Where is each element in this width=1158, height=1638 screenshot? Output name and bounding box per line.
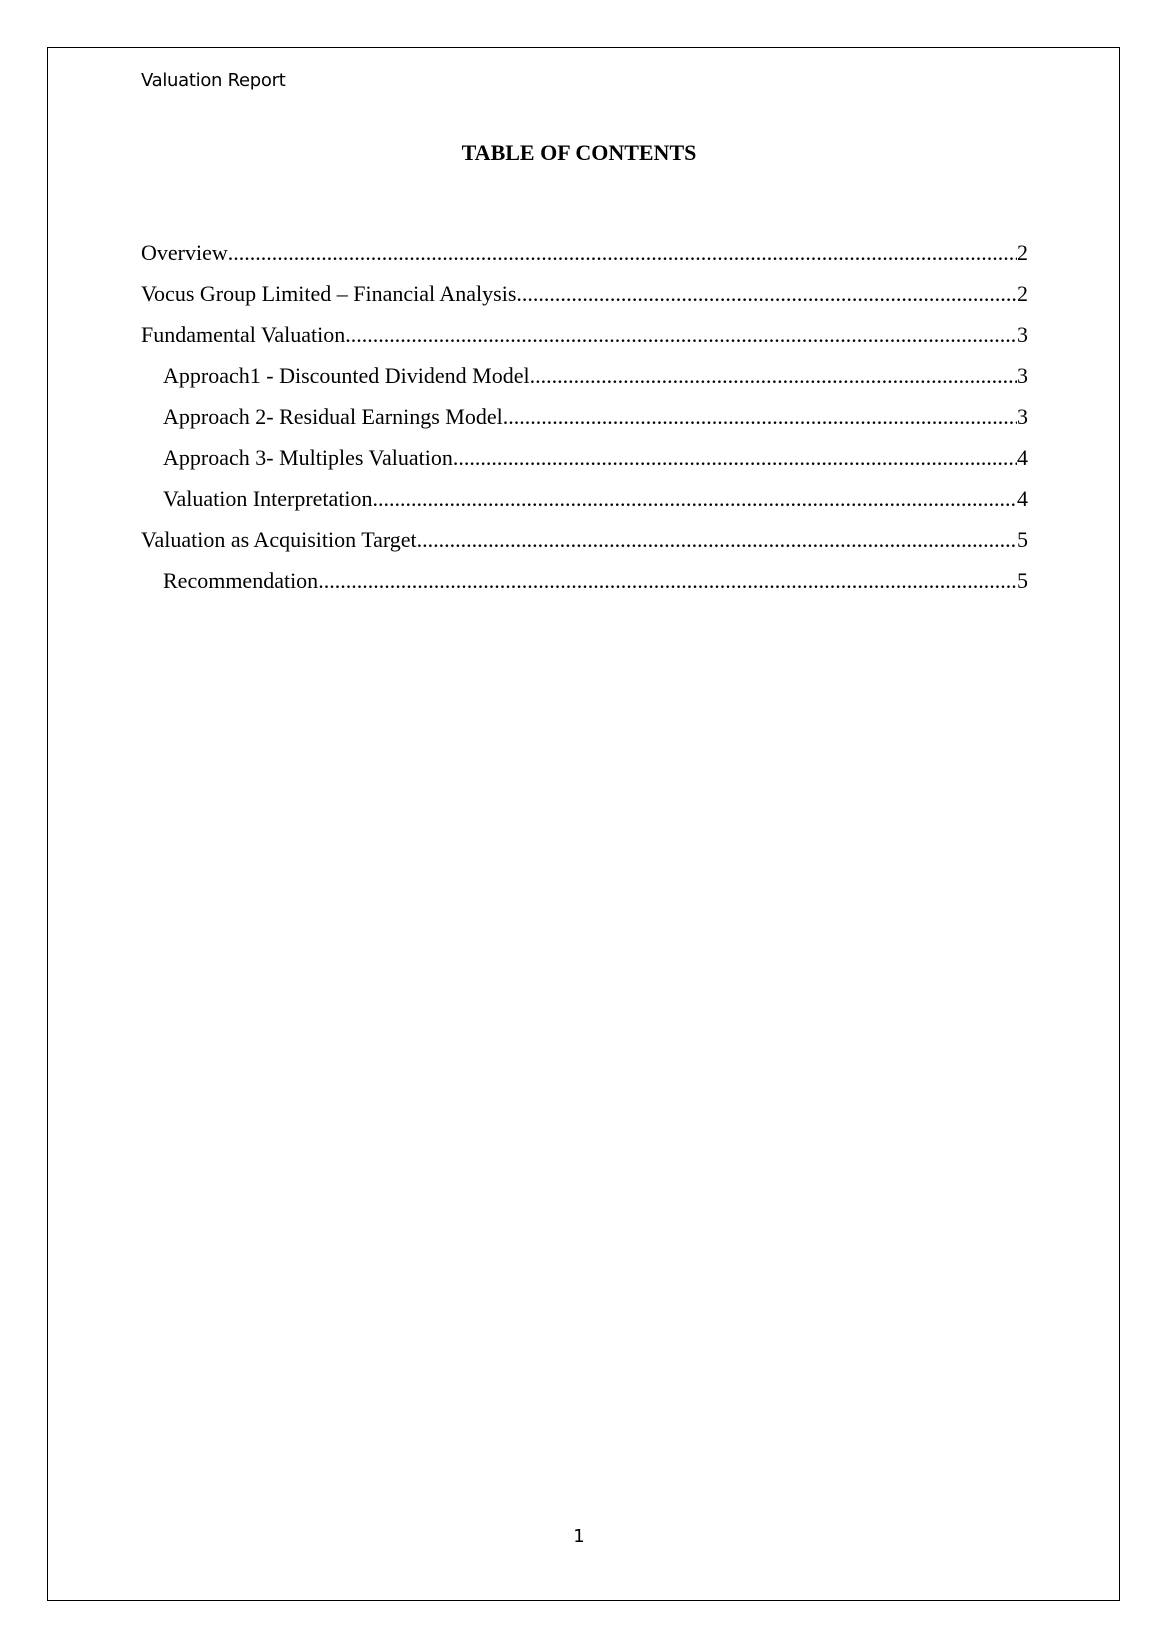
toc-entry-overview[interactable] bbox=[141, 240, 1028, 281]
toc-dot-leader bbox=[503, 404, 1017, 430]
toc-entry-text: Vocus Group Limited – Financial Analysis bbox=[141, 281, 517, 306]
running-header: Valuation Report bbox=[141, 70, 286, 91]
toc-page-number: 4 bbox=[1017, 486, 1028, 511]
toc-entry-text: Recommendation bbox=[163, 568, 319, 593]
toc-entry-text: Approach1 - Discounted Dividend Model bbox=[163, 363, 530, 388]
page-number: 1 bbox=[573, 1526, 585, 1547]
toc-page-number: 5 bbox=[1017, 527, 1028, 552]
toc-dot-leader bbox=[373, 486, 1017, 512]
toc-entry-text: Fundamental Valuation bbox=[141, 322, 346, 347]
toc-dot-leader bbox=[228, 240, 1017, 266]
toc-page-number: 2 bbox=[1017, 240, 1028, 265]
toc-entry-fundamental-valuation[interactable] bbox=[141, 322, 1028, 363]
toc-page-number: 2 bbox=[1017, 281, 1028, 306]
toc-entry-valuation-interpretation[interactable] bbox=[141, 486, 1028, 527]
toc-entry-text: Valuation as Acquisition Target bbox=[141, 527, 417, 552]
toc-dot-leader bbox=[516, 281, 1017, 307]
toc-entry-acquisition-target[interactable] bbox=[141, 527, 1028, 568]
toc-page-number: 3 bbox=[1017, 404, 1028, 429]
toc-entry-discounted-dividend-model[interactable] bbox=[141, 363, 1028, 404]
toc-entry-text: Valuation Interpretation bbox=[163, 486, 373, 511]
toc-entry-text: Approach 2- Residual Earnings Model bbox=[163, 404, 503, 429]
toc-entry-text: Overview bbox=[141, 240, 228, 265]
toc-entry-recommendation[interactable] bbox=[141, 568, 1028, 609]
toc-dot-leader bbox=[345, 322, 1017, 348]
toc-dot-leader bbox=[530, 363, 1017, 389]
toc-page-number: 3 bbox=[1017, 322, 1028, 347]
toc-page-number: 3 bbox=[1017, 363, 1028, 388]
toc-page-number: 4 bbox=[1017, 445, 1028, 470]
toc-dot-leader bbox=[453, 445, 1017, 471]
table-of-contents bbox=[141, 240, 1028, 609]
toc-entry-text: Approach 3- Multiples Valuation bbox=[163, 445, 453, 470]
toc-dot-leader bbox=[318, 568, 1017, 594]
toc-page-number: 5 bbox=[1017, 568, 1028, 593]
toc-title: TABLE OF CONTENTS bbox=[461, 140, 697, 165]
toc-entry-residual-earnings-model[interactable] bbox=[141, 404, 1028, 445]
toc-dot-leader bbox=[417, 527, 1017, 553]
toc-entry-multiples-valuation[interactable] bbox=[141, 445, 1028, 486]
toc-entry-financial-analysis[interactable] bbox=[141, 281, 1028, 322]
